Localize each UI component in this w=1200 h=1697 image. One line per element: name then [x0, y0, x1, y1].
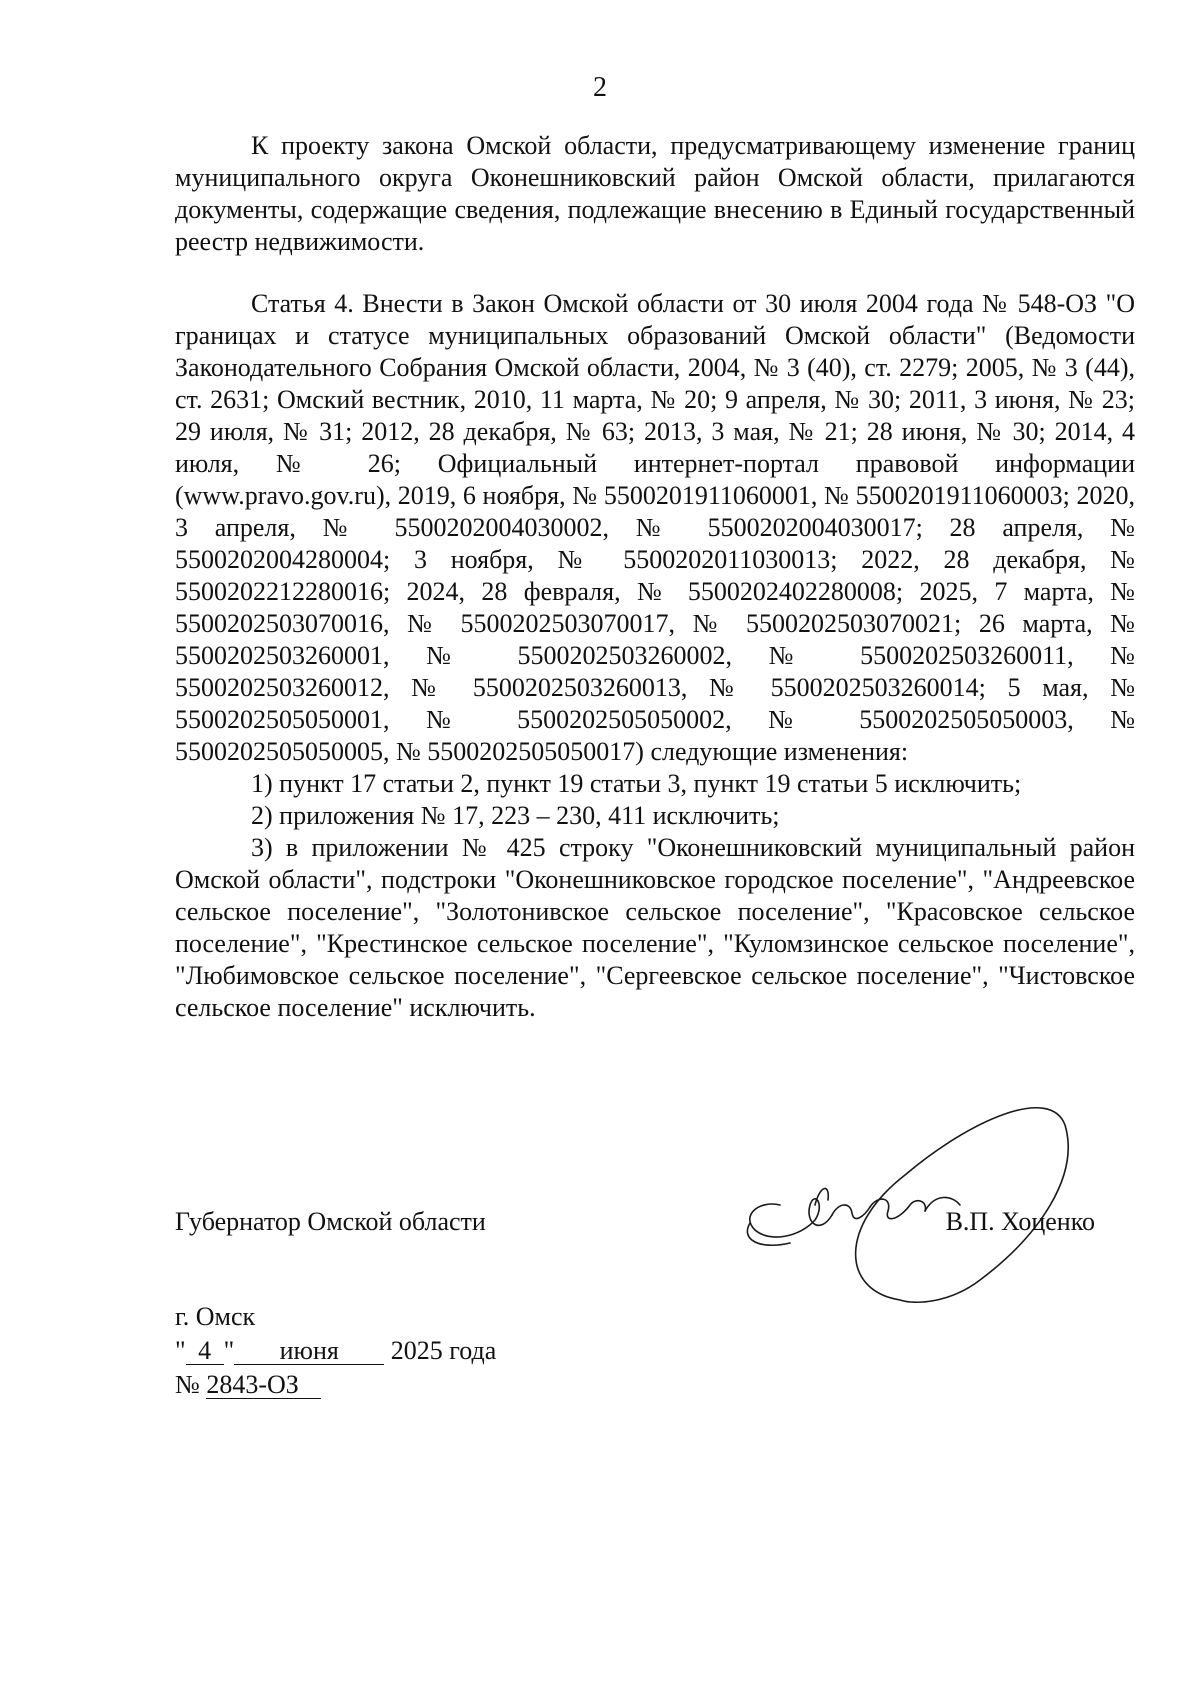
paragraph-attachments: К проекту закона Омской области, предусматривающему изменение границ муниципального округа Оконешниковский район Омской области, прилагаются документы, содержащие сведения, подлежащие внесению в Единый государственный реестр недвижимости. [175, 131, 1135, 256]
paragraph-gap [175, 258, 1135, 288]
date-day: 4 [186, 1338, 224, 1365]
number-sign: № [175, 1370, 200, 1399]
document-body [175, 130, 1135, 1024]
handwritten-signature [720, 1065, 1110, 1305]
governor-name: В.П. Хоценко [945, 1207, 1095, 1236]
document-footer [175, 1300, 496, 1402]
date-year: 2025 года [390, 1336, 497, 1365]
list-item-2: 2) приложения № 17, 223 – 230, 411 исключить; [251, 801, 780, 830]
date-month: июня [234, 1338, 384, 1365]
city-line: г. Омск [175, 1302, 256, 1331]
date-line [175, 1334, 496, 1368]
page-number: 2 [593, 72, 607, 103]
quote-close: " [223, 1336, 235, 1365]
paragraph-article-4: Статья 4. Внести в Закон Омской области от 30 июля 2004 года № 548-ОЗ "О границах и статусе муниципальных образований Омской области" (Ведомости Законодательного Собрания Омской области, 2004, № 3 (40), ст. 2279; 2005, № 3 (44), ст. 2631; Омский вестник, 2010, 11 марта, № 20; 9 апреля, № 30; 2011, 3 июня, № 23; 29 июля, № 31; 2012, 28 декабря, № 63; 2013, 3 мая, № 21; 28 июня, № 30; 2014, 4 июля, № 26; Официальный интернет-портал правовой информации (www.pravo.gov.ru), 2019, 6 ноября, № 5500201911060001, № 5500201911060003; 2020, 3 апреля, № 5500202004030002, № 5500202004030017; 28 апреля, № 5500202004280004; 3 ноября, № 5500202011030013; 2022, 28 декабря, № 5500202212280016; 2024, 28 февраля, № 5500202402280008; 2025, 7 марта, № 5500202503070016, № 5500202503070017, № 5500202503070021; 26 марта, № 5500202503260001, № 5500202503260002, № 5500202503260011, № 5500202503260012, № 5500202503260013, № 5500202503260014; 5 мая, № 5500202505050001, № 5500202505050002, № 5500202505050003, № 5500202505050005, № 5500202505050017) следующие изменения: [175, 289, 1135, 766]
law-number: 2843-ОЗ [206, 1372, 321, 1399]
law-number-line [175, 1368, 496, 1402]
list-item-1: 1) пункт 17 статьи 2, пункт 19 статьи 3, пункт 19 статьи 5 исключить; [251, 769, 1022, 798]
governor-title: Губернатор Омской области [175, 1207, 486, 1236]
quote-open: " [175, 1336, 186, 1365]
list-item-3: 3) в приложении № 425 строку "Оконешниковский муниципальный район Омской области", подстроки "Оконешниковское городское поселение", "Андреевское сельское поселение", "Золотонивское сельское поселение", "Красовское сельское поселение", "Крестинское сельское поселение", "Куломзинское сельское поселение", "Любимовское сельское поселение", "Сергеевское сельское поселение", "Чистовское сельское поселение" исключить. [175, 833, 1135, 1022]
